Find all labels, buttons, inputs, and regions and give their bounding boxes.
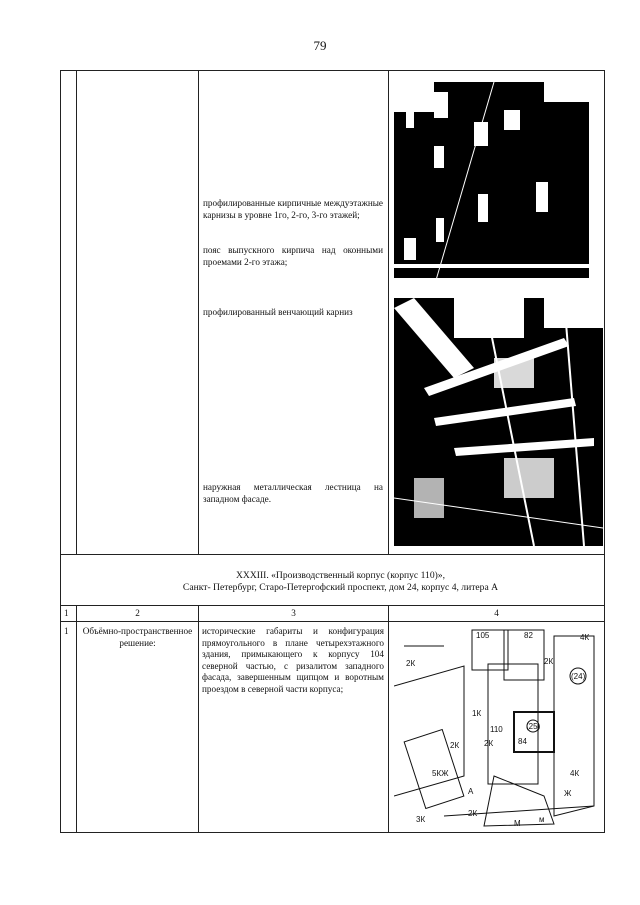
row-divider-section: [60, 605, 605, 606]
facade-photo-image: [394, 82, 589, 287]
facade-photo: [394, 82, 589, 287]
map-label-zh: Ж: [564, 789, 572, 798]
metal-stair-photo: [394, 298, 603, 546]
row-divider-header: [60, 621, 605, 622]
col-divider-2b: [198, 605, 199, 833]
table-border-left: [60, 70, 61, 833]
table-border-bottom: [60, 832, 605, 833]
table-border-top: [60, 70, 605, 71]
col-divider-3b: [388, 605, 389, 833]
map-label-4k-b: 4К: [570, 769, 580, 778]
map-label-2k-e: 2К: [468, 809, 478, 818]
feature-brick-belt: пояс выпускного кирпича над оконными проемами 2-го этажа;: [203, 245, 383, 267]
site-plan-image: [394, 626, 602, 830]
header-col-1: 1: [64, 608, 69, 618]
map-label-2k-a: 2К: [406, 659, 416, 668]
col-divider-3: [388, 70, 389, 554]
row-divider-upper: [60, 554, 605, 555]
document-table: [60, 70, 605, 833]
map-label-25: (25): [526, 722, 541, 731]
header-col-3: 3: [291, 608, 296, 618]
map-label-24: (24): [571, 672, 586, 681]
map-label-4k-a: 4К: [580, 633, 590, 642]
metal-stair-photo-image: [394, 298, 603, 546]
map-label-m-lower: м: [539, 815, 545, 824]
map-label-110: 110: [490, 725, 503, 734]
feature-cornices: профилированные кирпичные междуэтажные карнизы в уровне 1го, 2-го, 3-го этажей;: [203, 198, 383, 220]
map-label-84: 84: [518, 737, 527, 746]
map-label-2k-d: 2К: [450, 741, 460, 750]
header-col-4: 4: [494, 608, 499, 618]
map-label-m-upper: М: [514, 819, 521, 828]
table-border-right: [604, 70, 605, 833]
col-divider-2: [198, 70, 199, 554]
page-number: 79: [313, 38, 327, 53]
site-plan: [394, 626, 602, 830]
col-divider-1b: [76, 605, 77, 833]
section-address: Санкт- Петербург, Старо-Петергофский проспект, дом 24, корпус 4, литера А: [182, 582, 499, 593]
feature-metal-stair: наружная металлическая лестница на западном фасаде.: [203, 482, 383, 504]
row1-description: исторические габариты и конфигурация прямоугольного в плане четырехэтажного здания, примыкающего к корпусу 104 северной частью, с ризалитом западного фасада, завершенным щипцом и воротным проездом в северной части корпуса;: [202, 626, 384, 694]
map-label-5kzh: 5КЖ: [432, 769, 449, 778]
map-label-1k: 1К: [472, 709, 482, 718]
map-label-82: 82: [524, 631, 533, 640]
map-label-105: 105: [476, 631, 490, 640]
header-col-2: 2: [135, 608, 140, 618]
map-label-3k: 3К: [416, 815, 426, 824]
map-label-2k-c: 2К: [484, 739, 494, 748]
map-label-a: А: [468, 787, 474, 796]
row1-number: 1: [64, 626, 69, 636]
row1-name: Объёмно-пространственное решение:: [82, 626, 193, 648]
col-divider-1: [76, 70, 77, 554]
map-label-2k-b: 2К: [544, 657, 554, 666]
section-title: XXXIII. «Производственный корпус (корпус 110)»,: [235, 570, 446, 581]
feature-crowning-cornice: профилированный венчающий карниз: [203, 307, 353, 317]
